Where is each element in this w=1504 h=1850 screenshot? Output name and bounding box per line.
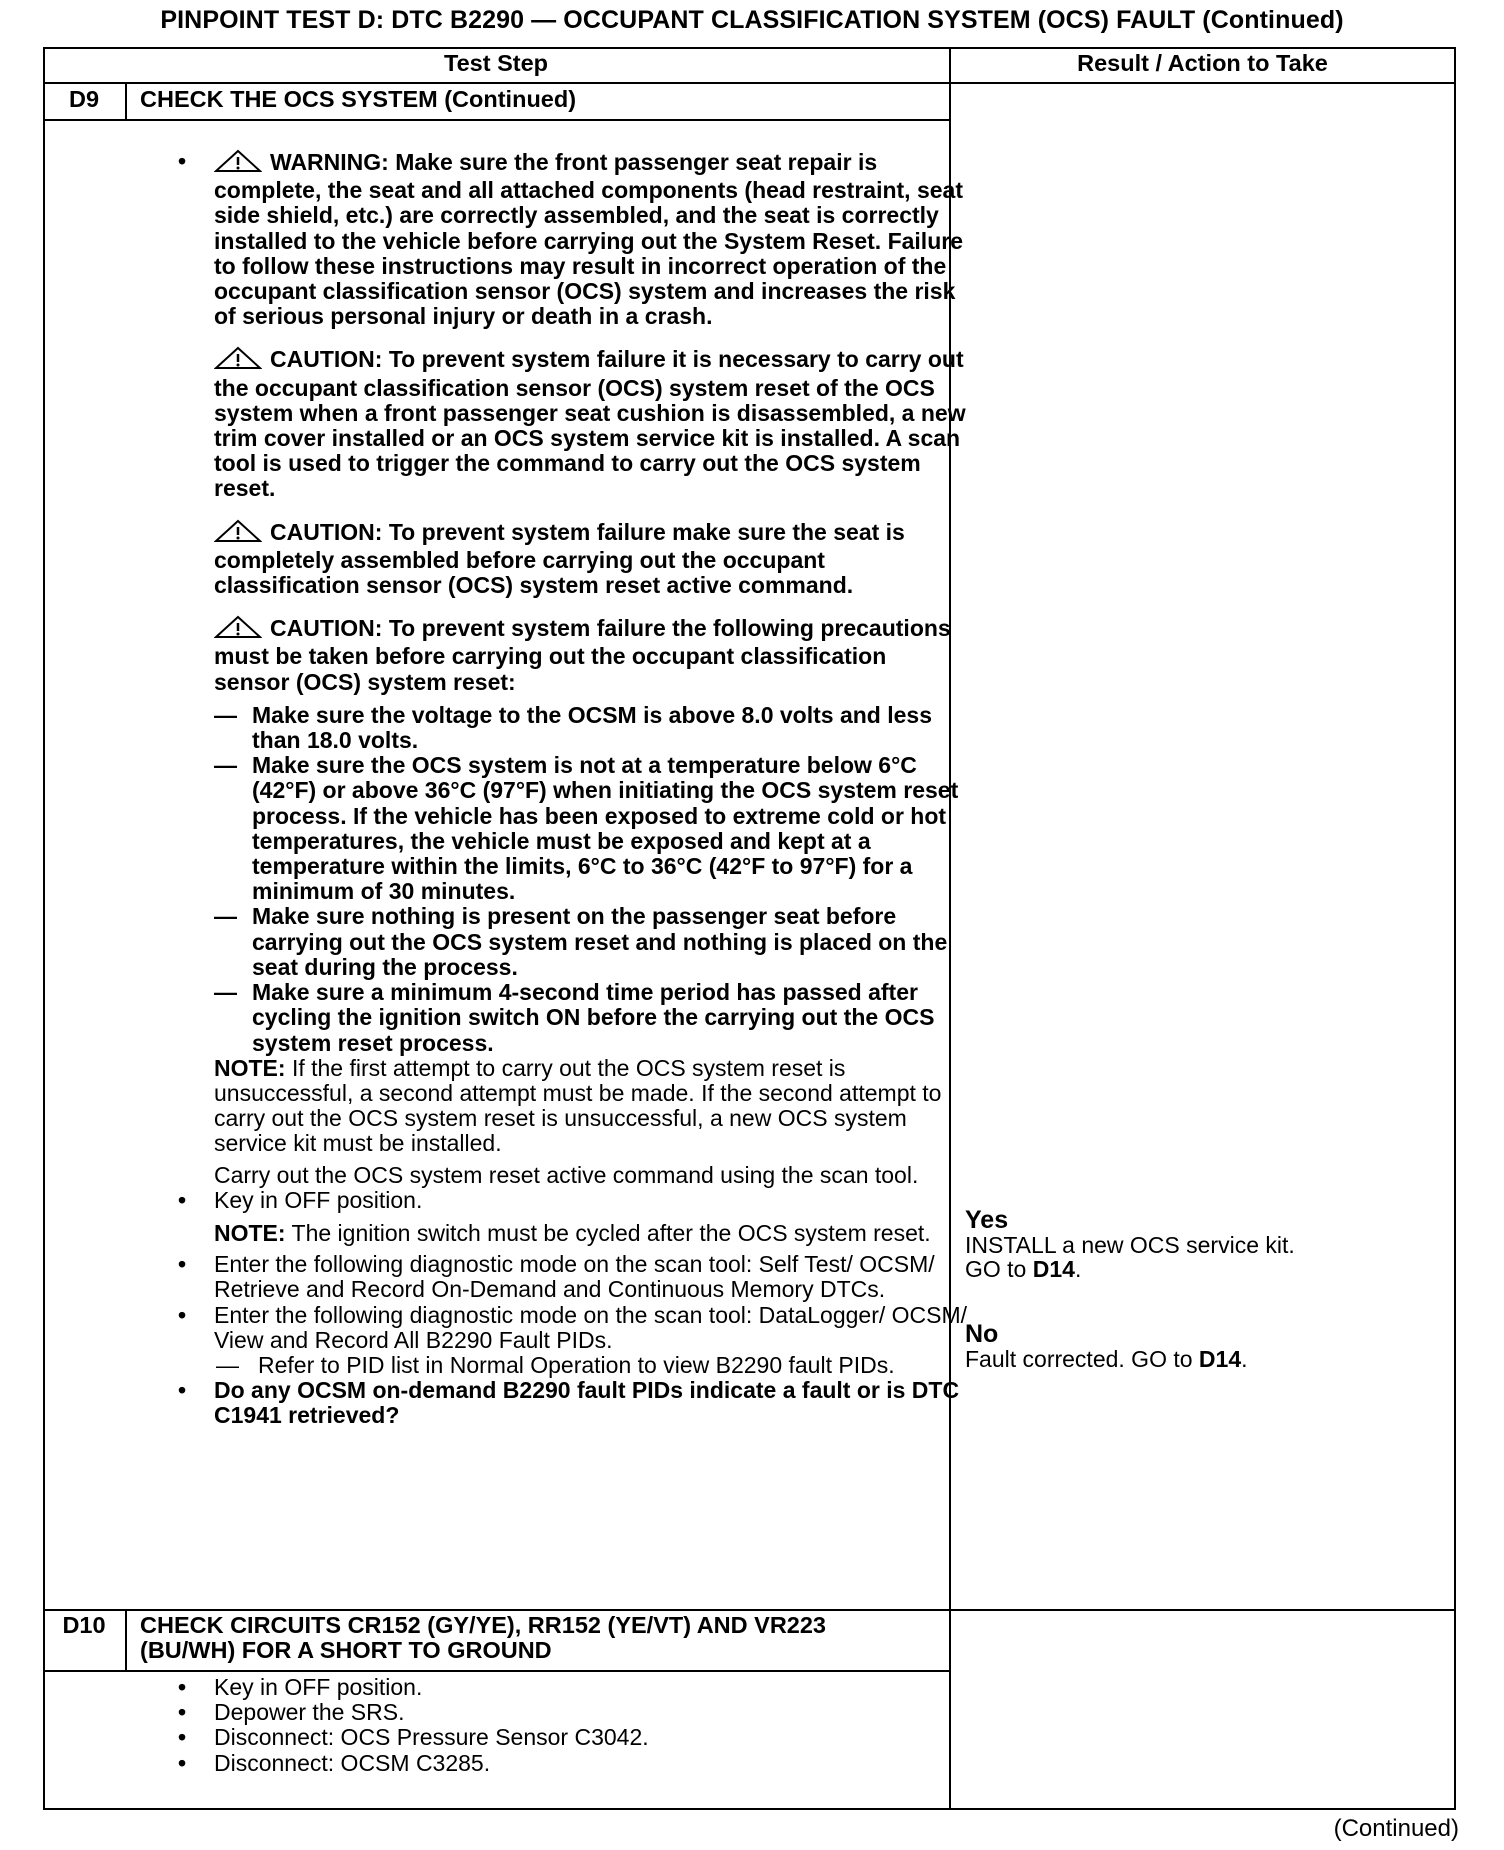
- d10-step-body: [178, 1675, 968, 1776]
- caution-block-1: [178, 346, 968, 501]
- header-result: Result / Action to Take: [1077, 50, 1328, 76]
- d9-step-title: CHECK THE OCS SYSTEM (Continued): [140, 86, 577, 112]
- d10-item: • Disconnect: OCS Pressure Sensor C3042.: [178, 1724, 649, 1751]
- precaution-item: — Make sure nothing is present on the passenger seat before carrying out the OCS system reset and nothing is placed on the seat during the process.: [214, 903, 948, 980]
- result-yes-action: INSTALL a new OCS service kit.: [965, 1232, 1295, 1258]
- precaution-item: — Make sure the OCS system is not at a temperature below 6°C (42°F) or above 36°C (97°F) when initiating the OCS system reset process. If the vehicle has been exposed to extreme cold or hot temperatures, the vehicle must be exposed and kept at a temperature within the limits, 6°C to 36°C (42°F to 97°F) for a minimum of 30 minutes.: [214, 752, 959, 905]
- d9-num-divider: [125, 82, 127, 120]
- d10-item: • Depower the SRS.: [178, 1699, 405, 1726]
- caution-text-1: CAUTION: To prevent system failure it is necessary to carry out the occupant classification sensor (OCS) system reset of the OCS system when a front passenger seat cushion is disassembled, a new trim cover installed or an OCS system service kit is installed. A scan tool is used to trigger the command to carry out the OCS system reset.: [214, 346, 966, 502]
- reset-instruction: Carry out the OCS system reset active command using the scan tool.: [214, 1161, 919, 1188]
- precaution-item: — Make sure the voltage to the OCSM is above 8.0 volts and less than 18.0 volts.: [214, 701, 932, 754]
- bullet-datalogger: • Enter the following diagnostic mode on the scan tool: DataLogger/ OCSM/ View and Record All B2290 Fault PIDs.: [178, 1301, 968, 1353]
- header-divider: [43, 82, 1456, 84]
- d10-step-title: CHECK CIRCUITS CR152 (GY/YE), RR152 (YE/VT) AND VR223 (BU/WH) FOR A SHORT TO GROUND: [140, 1612, 826, 1663]
- result-no-action: Fault corrected. GO to D14.: [965, 1346, 1248, 1372]
- bullet-self-test: • Enter the following diagnostic mode on the scan tool: Self Test/ OCSM/ Retrieve and Record On-Demand and Continuous Memory DTCs.: [178, 1251, 935, 1303]
- table-border-left: [43, 47, 45, 1810]
- result-yes-goto: GO to D14.: [965, 1256, 1082, 1282]
- caution-text-3: CAUTION: To prevent system failure the following precautions must be taken before carrying out the occupant classification sensor (OCS) system reset:: [214, 615, 951, 695]
- result-yes-label: Yes: [965, 1206, 1009, 1234]
- d9-title-divider: [43, 119, 950, 121]
- warning-text: WARNING: Make sure the front passenger seat repair is complete, the seat and all attached components (head restraint, seat side shield, etc.) are correctly assembled, and the seat is correctly installed to the vehicle before carrying out the System Reset. Failure to follow these instructions may result in incorrect operation of the occupant classification sensor (OCS) system and increases the risk of serious personal injury or death in a crash.: [214, 149, 963, 330]
- warning-block: • WARNING: Make sure the front passenger seat repair is complete, the seat and all attached components (head restraint, seat side shield, etc.) are correctly assembled, and the seat is correctly installed to the vehicle before carrying out the System Reset. Failure to follow these instructions may result in incorrect operation of the occupant classification sensor (OCS) system and increases the risk of serious personal injury or death in a crash.: [178, 148, 963, 330]
- d10-top-divider: [43, 1609, 1456, 1611]
- bullet-question: • Do any OCSM on-demand B2290 fault PIDs indicate a fault or is DTC C1941 retrieved?: [178, 1377, 960, 1429]
- d10-item: • Key in OFF position.: [178, 1674, 423, 1700]
- d10-title-divider: [43, 1670, 950, 1672]
- caution-block-3: [178, 615, 968, 695]
- d10-num-divider: [125, 1609, 127, 1671]
- header-test-step: Test Step: [443, 50, 549, 76]
- continued-label: (Continued): [1333, 1815, 1459, 1842]
- d10-item: • Disconnect: OCSM C3285.: [178, 1749, 491, 1776]
- result-no: [965, 1321, 1445, 1371]
- goto-d14-link[interactable]: D14: [1198, 1346, 1242, 1372]
- precaution-item: — Make sure a minimum 4-second time period has passed after cycling the ignition switch ON before the carrying out the OCS system reset process.: [214, 979, 935, 1056]
- table-border-right: [1454, 47, 1456, 1810]
- caution-triangle-icon: [214, 519, 262, 548]
- table-border-top: [43, 47, 1456, 49]
- table-border-bottom: [43, 1808, 1456, 1810]
- caution-block-2: [178, 519, 968, 599]
- note-ignition-cycle: NOTE: The ignition switch must be cycled after the OCS system reset.: [214, 1219, 931, 1246]
- result-yes: [965, 1207, 1445, 1281]
- caution-text-2: CAUTION: To prevent system failure make sure the seat is completely assembled before carrying out the occupant classification sensor (OCS) system reset active command.: [214, 518, 905, 599]
- caution-triangle-icon: [214, 615, 262, 644]
- d9-step-number: D9: [68, 86, 100, 112]
- d9-step-body: [178, 149, 968, 1429]
- page-title: PINPOINT TEST D: DTC B2290 — OCCUPANT CLASSIFICATION SYSTEM (OCS) FAULT (Continued): [160, 6, 1344, 34]
- bullet-key-off: • Key in OFF position.: [178, 1186, 423, 1213]
- pinpoint-table: [43, 47, 1456, 1810]
- note-reset-attempts: NOTE: If the first attempt to carry out the OCS system reset is unsuccessful, a second attempt must be made. If the second attempt to carry out the OCS system reset is unsuccessful, a new OCS system service kit must be installed.: [214, 1054, 942, 1157]
- result-no-label: No: [965, 1320, 999, 1348]
- goto-d14-link[interactable]: D14: [1032, 1256, 1075, 1282]
- warning-triangle-icon: [214, 149, 262, 178]
- sub-item-pid-list: — Refer to PID list in Normal Operation to view B2290 fault PIDs.: [216, 1351, 895, 1378]
- d10-step-number: D10: [62, 1612, 106, 1638]
- caution-triangle-icon: [214, 346, 262, 375]
